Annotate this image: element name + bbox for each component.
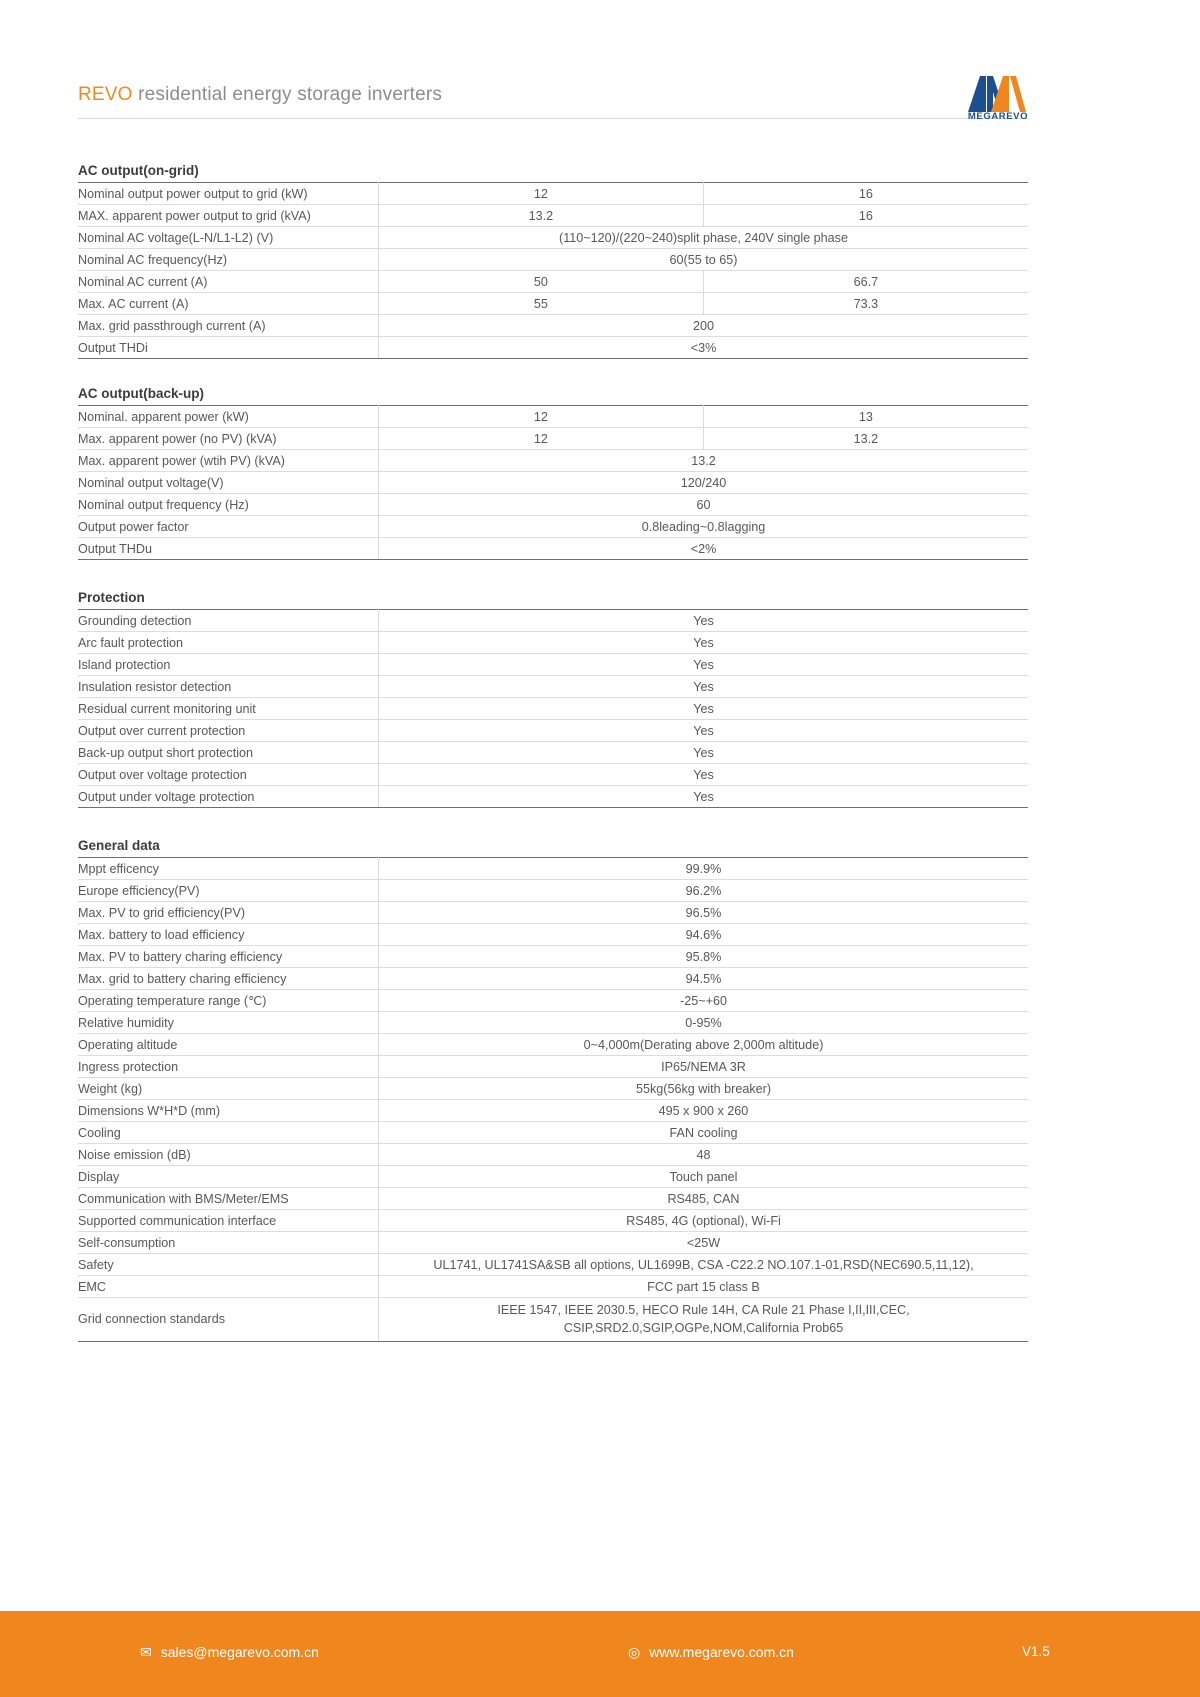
row-value-line2: CSIP,SRD2.0,SGIP,OGPe,NOM,California Prob65 bbox=[563, 1321, 844, 1336]
table-row bbox=[78, 406, 1028, 428]
table-row bbox=[78, 858, 1028, 880]
table-row bbox=[78, 205, 1028, 227]
page-header bbox=[78, 78, 1028, 126]
row-value: 13.2 bbox=[379, 450, 1029, 472]
table-row bbox=[78, 1034, 1028, 1056]
row-value: 94.5% bbox=[379, 968, 1029, 990]
row-label: Ingress protection bbox=[78, 1056, 379, 1078]
table-row bbox=[78, 1056, 1028, 1078]
row-label: Operating temperature range (℃) bbox=[78, 990, 379, 1012]
row-label: Max. PV to grid efficiency(PV) bbox=[78, 902, 379, 924]
row-label: Nominal AC voltage(L-N/L1-L2) (V) bbox=[78, 227, 379, 249]
row-value: <3% bbox=[379, 337, 1029, 359]
row-value: <2% bbox=[379, 538, 1029, 560]
table-row bbox=[78, 1276, 1028, 1298]
row-label: Display bbox=[78, 1166, 379, 1188]
row-value: 48 bbox=[379, 1144, 1029, 1166]
row-value-col1: 12 bbox=[379, 406, 704, 428]
row-label: Output under voltage protection bbox=[78, 786, 379, 808]
table-row bbox=[78, 632, 1028, 654]
row-value-col2: 73.3 bbox=[703, 293, 1028, 315]
row-label: Max. grid passthrough current (A) bbox=[78, 315, 379, 337]
table-row bbox=[78, 610, 1028, 632]
table-row bbox=[78, 764, 1028, 786]
row-value: 0.8leading~0.8lagging bbox=[379, 516, 1029, 538]
row-value-col1: 12 bbox=[379, 428, 704, 450]
row-label: Relative humidity bbox=[78, 1012, 379, 1034]
table-row bbox=[78, 698, 1028, 720]
row-value: Yes bbox=[379, 742, 1029, 764]
row-label: Max. PV to battery charing efficiency bbox=[78, 946, 379, 968]
table-row bbox=[78, 337, 1028, 359]
row-value: FCC part 15 class B bbox=[379, 1276, 1029, 1298]
envelope-icon: ✉ bbox=[140, 1644, 152, 1660]
table-row bbox=[78, 450, 1028, 472]
row-label: Nominal AC current (A) bbox=[78, 271, 379, 293]
row-value: 0~4,000m(Derating above 2,000m altitude) bbox=[379, 1034, 1029, 1056]
row-label: Dimensions W*H*D (mm) bbox=[78, 1100, 379, 1122]
row-value: Yes bbox=[379, 676, 1029, 698]
table-row bbox=[78, 1166, 1028, 1188]
row-value-line1: IEEE 1547, IEEE 2030.5, HECO Rule 14H, CA Rule 21 Phase I,II,III,CEC, bbox=[497, 1303, 910, 1317]
table-row bbox=[78, 968, 1028, 990]
row-value: FAN cooling bbox=[379, 1122, 1029, 1144]
table-row bbox=[78, 293, 1028, 315]
row-label: Weight (kg) bbox=[78, 1078, 379, 1100]
table-row bbox=[78, 315, 1028, 337]
row-label: Nominal AC frequency(Hz) bbox=[78, 249, 379, 271]
row-value: Yes bbox=[379, 720, 1029, 742]
row-value: Yes bbox=[379, 654, 1029, 676]
table-row bbox=[78, 538, 1028, 560]
row-value-col1: 13.2 bbox=[379, 205, 704, 227]
row-value: Yes bbox=[379, 786, 1029, 808]
row-value: 55kg(56kg with breaker) bbox=[379, 1078, 1029, 1100]
table-row bbox=[78, 516, 1028, 538]
spec-table bbox=[78, 182, 1028, 359]
row-label: Back-up output short protection bbox=[78, 742, 379, 764]
row-label: Noise emission (dB) bbox=[78, 1144, 379, 1166]
table-row bbox=[78, 472, 1028, 494]
logo-wordmark: MEGAREVO bbox=[967, 111, 1029, 122]
row-value-col1: 50 bbox=[379, 271, 704, 293]
table-row bbox=[78, 271, 1028, 293]
footer-email[interactable] bbox=[140, 1644, 319, 1660]
table-row bbox=[78, 1188, 1028, 1210]
row-value: 96.5% bbox=[379, 902, 1029, 924]
row-value: -25~+60 bbox=[379, 990, 1029, 1012]
row-label: Island protection bbox=[78, 654, 379, 676]
row-label: Output over voltage protection bbox=[78, 764, 379, 786]
row-label: Max. AC current (A) bbox=[78, 293, 379, 315]
row-value: (110~120)/(220~240)split phase, 240V single phase bbox=[379, 227, 1029, 249]
row-label: Nominal output frequency (Hz) bbox=[78, 494, 379, 516]
row-value: 99.9% bbox=[379, 858, 1029, 880]
row-value bbox=[379, 1298, 1029, 1342]
row-label: EMC bbox=[78, 1276, 379, 1298]
footer-website[interactable] bbox=[628, 1644, 794, 1660]
table-row bbox=[78, 1210, 1028, 1232]
row-label: Arc fault protection bbox=[78, 632, 379, 654]
table-row bbox=[78, 1144, 1028, 1166]
row-value-col2: 13.2 bbox=[703, 428, 1028, 450]
row-value: 96.2% bbox=[379, 880, 1029, 902]
spec-section bbox=[78, 838, 1028, 1342]
table-row bbox=[78, 428, 1028, 450]
row-label: Output power factor bbox=[78, 516, 379, 538]
spec-section bbox=[78, 386, 1028, 560]
brand-name: REVO bbox=[78, 84, 133, 105]
table-row bbox=[78, 1298, 1028, 1342]
row-value: 495 x 900 x 260 bbox=[379, 1100, 1029, 1122]
table-row bbox=[78, 786, 1028, 808]
row-label: Communication with BMS/Meter/EMS bbox=[78, 1188, 379, 1210]
row-label: Insulation resistor detection bbox=[78, 676, 379, 698]
footer-website-text: www.megarevo.com.cn bbox=[649, 1644, 794, 1660]
row-label: Operating altitude bbox=[78, 1034, 379, 1056]
row-value: RS485, 4G (optional), Wi-Fi bbox=[379, 1210, 1029, 1232]
row-value: Yes bbox=[379, 610, 1029, 632]
table-row bbox=[78, 1078, 1028, 1100]
row-value: Yes bbox=[379, 632, 1029, 654]
row-label: Nominal output power output to grid (kW) bbox=[78, 183, 379, 205]
row-label: Output THDi bbox=[78, 337, 379, 359]
row-label: Mppt efficency bbox=[78, 858, 379, 880]
row-label: Supported communication interface bbox=[78, 1210, 379, 1232]
spec-section bbox=[78, 163, 1028, 359]
section-title: AC output(on-grid) bbox=[78, 163, 199, 178]
table-row bbox=[78, 880, 1028, 902]
row-value-col2: 16 bbox=[703, 183, 1028, 205]
row-label: Safety bbox=[78, 1254, 379, 1276]
row-value: Yes bbox=[379, 764, 1029, 786]
row-value: 60 bbox=[379, 494, 1029, 516]
row-label: Residual current monitoring unit bbox=[78, 698, 379, 720]
table-row bbox=[78, 227, 1028, 249]
row-value: Yes bbox=[379, 698, 1029, 720]
table-row bbox=[78, 1012, 1028, 1034]
table-row bbox=[78, 924, 1028, 946]
row-value: UL1741, UL1741SA&SB all options, UL1699B, CSA -C22.2 NO.107.1-01,RSD(NEC690.5,11,12), bbox=[379, 1254, 1029, 1276]
section-title: AC output(back-up) bbox=[78, 386, 204, 401]
table-row bbox=[78, 1122, 1028, 1144]
row-value: 0-95% bbox=[379, 1012, 1029, 1034]
row-value-col2: 66.7 bbox=[703, 271, 1028, 293]
row-value: 94.6% bbox=[379, 924, 1029, 946]
row-value-col1: 12 bbox=[379, 183, 704, 205]
row-value: IP65/NEMA 3R bbox=[379, 1056, 1029, 1078]
header-divider bbox=[78, 118, 1028, 119]
row-value: 95.8% bbox=[379, 946, 1029, 968]
table-row bbox=[78, 183, 1028, 205]
row-label: Max. apparent power (no PV) (kVA) bbox=[78, 428, 379, 450]
table-row bbox=[78, 990, 1028, 1012]
row-value-col2: 13 bbox=[703, 406, 1028, 428]
table-row bbox=[78, 1254, 1028, 1276]
row-value: 60(55 to 65) bbox=[379, 249, 1029, 271]
row-value-col1: 55 bbox=[379, 293, 704, 315]
page-footer bbox=[0, 1611, 1200, 1697]
row-label: Grid connection standards bbox=[78, 1298, 379, 1342]
table-row bbox=[78, 742, 1028, 764]
row-value: RS485, CAN bbox=[379, 1188, 1029, 1210]
table-row bbox=[78, 720, 1028, 742]
table-row bbox=[78, 676, 1028, 698]
row-label: Grounding detection bbox=[78, 610, 379, 632]
row-label: MAX. apparent power output to grid (kVA) bbox=[78, 205, 379, 227]
footer-version-text: V1.5 bbox=[1022, 1644, 1050, 1659]
globe-icon: ◎ bbox=[628, 1644, 641, 1660]
section-title: Protection bbox=[78, 590, 145, 605]
row-value: 200 bbox=[379, 315, 1029, 337]
row-label: Output over current protection bbox=[78, 720, 379, 742]
table-row bbox=[78, 1232, 1028, 1254]
row-label: Self-consumption bbox=[78, 1232, 379, 1254]
spec-section bbox=[78, 590, 1028, 808]
row-label: Europe efficiency(PV) bbox=[78, 880, 379, 902]
table-row bbox=[78, 494, 1028, 516]
row-label: Output THDu bbox=[78, 538, 379, 560]
page-title bbox=[78, 84, 442, 106]
row-label: Max. grid to battery charing efficiency bbox=[78, 968, 379, 990]
row-label: Max. apparent power (wtih PV) (kVA) bbox=[78, 450, 379, 472]
table-row bbox=[78, 249, 1028, 271]
row-value: 120/240 bbox=[379, 472, 1029, 494]
row-label: Nominal. apparent power (kW) bbox=[78, 406, 379, 428]
row-value: Touch panel bbox=[379, 1166, 1029, 1188]
row-label: Cooling bbox=[78, 1122, 379, 1144]
row-label: Nominal output voltage(V) bbox=[78, 472, 379, 494]
spec-table bbox=[78, 405, 1028, 560]
table-row bbox=[78, 1100, 1028, 1122]
spec-table bbox=[78, 609, 1028, 808]
row-value: <25W bbox=[379, 1232, 1029, 1254]
table-row bbox=[78, 654, 1028, 676]
page-title-rest: residential energy storage inverters bbox=[132, 84, 443, 105]
table-row bbox=[78, 902, 1028, 924]
footer-email-text: sales@megarevo.com.cn bbox=[160, 1644, 319, 1660]
row-label: Max. battery to load efficiency bbox=[78, 924, 379, 946]
table-row bbox=[78, 946, 1028, 968]
section-title: General data bbox=[78, 838, 160, 853]
row-value-col2: 16 bbox=[703, 205, 1028, 227]
spec-table bbox=[78, 857, 1028, 1342]
footer-version bbox=[1022, 1644, 1050, 1659]
